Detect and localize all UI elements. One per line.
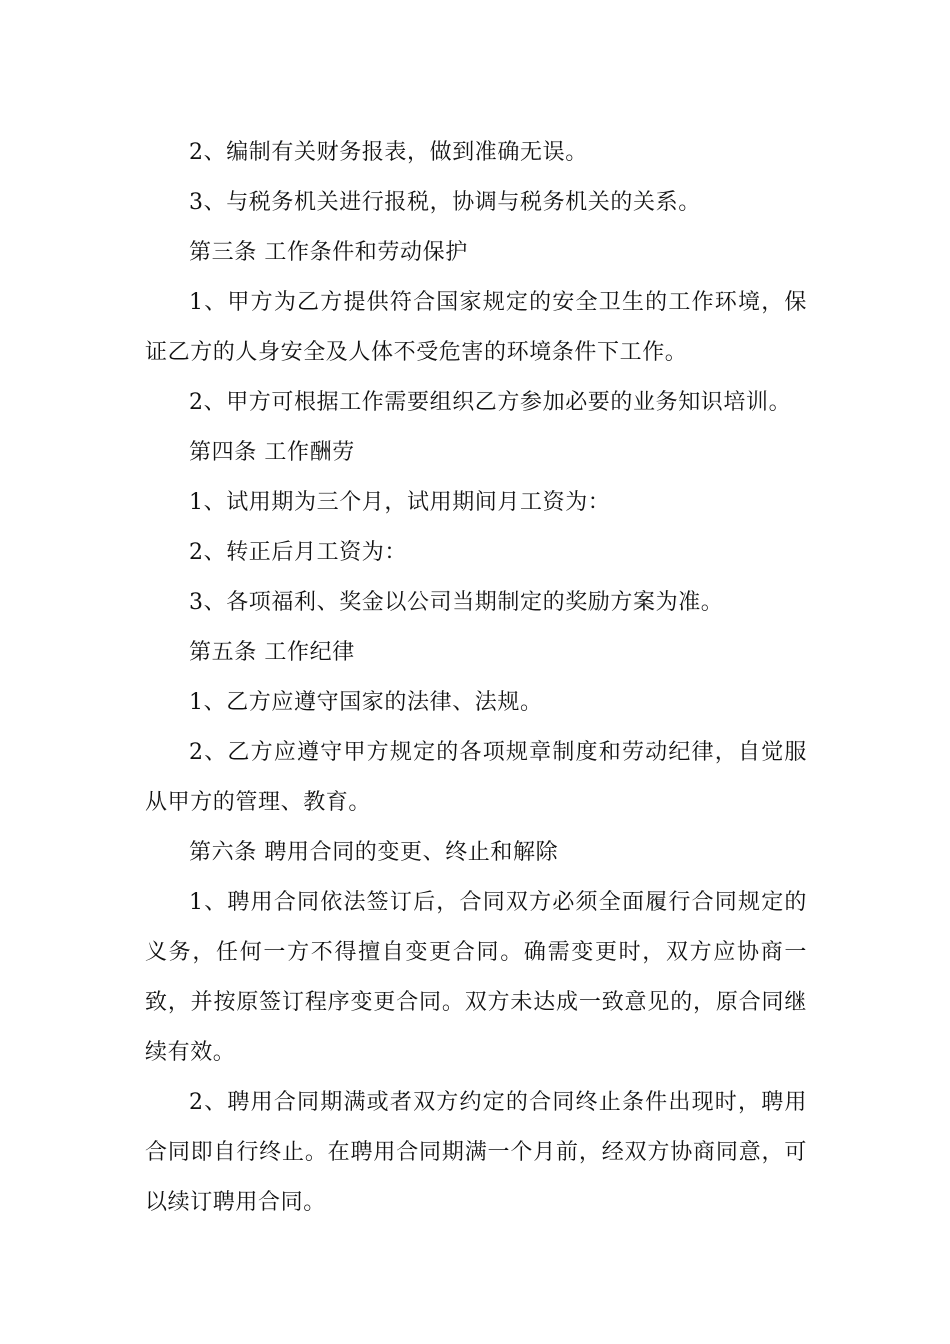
paragraph-duty-3: 3、与税务机关进行报税，协调与税务机关的关系。 — [189, 190, 701, 215]
paragraph-article-6-item-2: 2、聘用合同期满或者双方约定的合同终止条件出现时，聘用合同即自行终止。在聘用合同期满一个月前，经双方协商同意，可以续订聘用合同。 — [145, 1090, 807, 1215]
article-4-heading: 第四条 工作酬劳 — [189, 440, 355, 465]
document-body — [145, 128, 807, 1228]
paragraph-article-4-item-3: 3、各项福利、奖金以公司当期制定的奖励方案为准。 — [189, 590, 724, 615]
article-6-heading: 第六条 聘用合同的变更、终止和解除 — [189, 840, 559, 865]
paragraph-article-4-item-1: 1、试用期为三个月，试用期间月工资为： — [189, 490, 611, 515]
article-5-heading: 第五条 工作纪律 — [189, 640, 355, 665]
paragraph-article-5-item-2: 2、乙方应遵守甲方规定的各项规章制度和劳动纪律，自觉服从甲方的管理、教育。 — [145, 740, 807, 815]
paragraph-article-6-item-1: 1、聘用合同依法签订后，合同双方必须全面履行合同规定的义务，任何一方不得擅自变更合同。确需变更时，双方应协商一致，并按原签订程序变更合同。双方未达成一致意见的，原合同继续有效。 — [145, 890, 807, 1065]
paragraph-article-4-item-2: 2、转正后月工资为： — [189, 540, 407, 565]
paragraph-article-3-item-1: 1、甲方为乙方提供符合国家规定的安全卫生的工作环境，保证乙方的人身安全及人体不受危害的环境条件下工作。 — [145, 290, 807, 365]
article-3-heading: 第三条 工作条件和劳动保护 — [189, 240, 468, 265]
paragraph-article-3-item-2: 2、甲方可根据工作需要组织乙方参加必要的业务知识培训。 — [189, 390, 792, 415]
paragraph-article-5-item-1: 1、乙方应遵守国家的法律、法规。 — [189, 690, 543, 715]
paragraph-duty-2: 2、编制有关财务报表，做到准确无误。 — [189, 140, 588, 165]
